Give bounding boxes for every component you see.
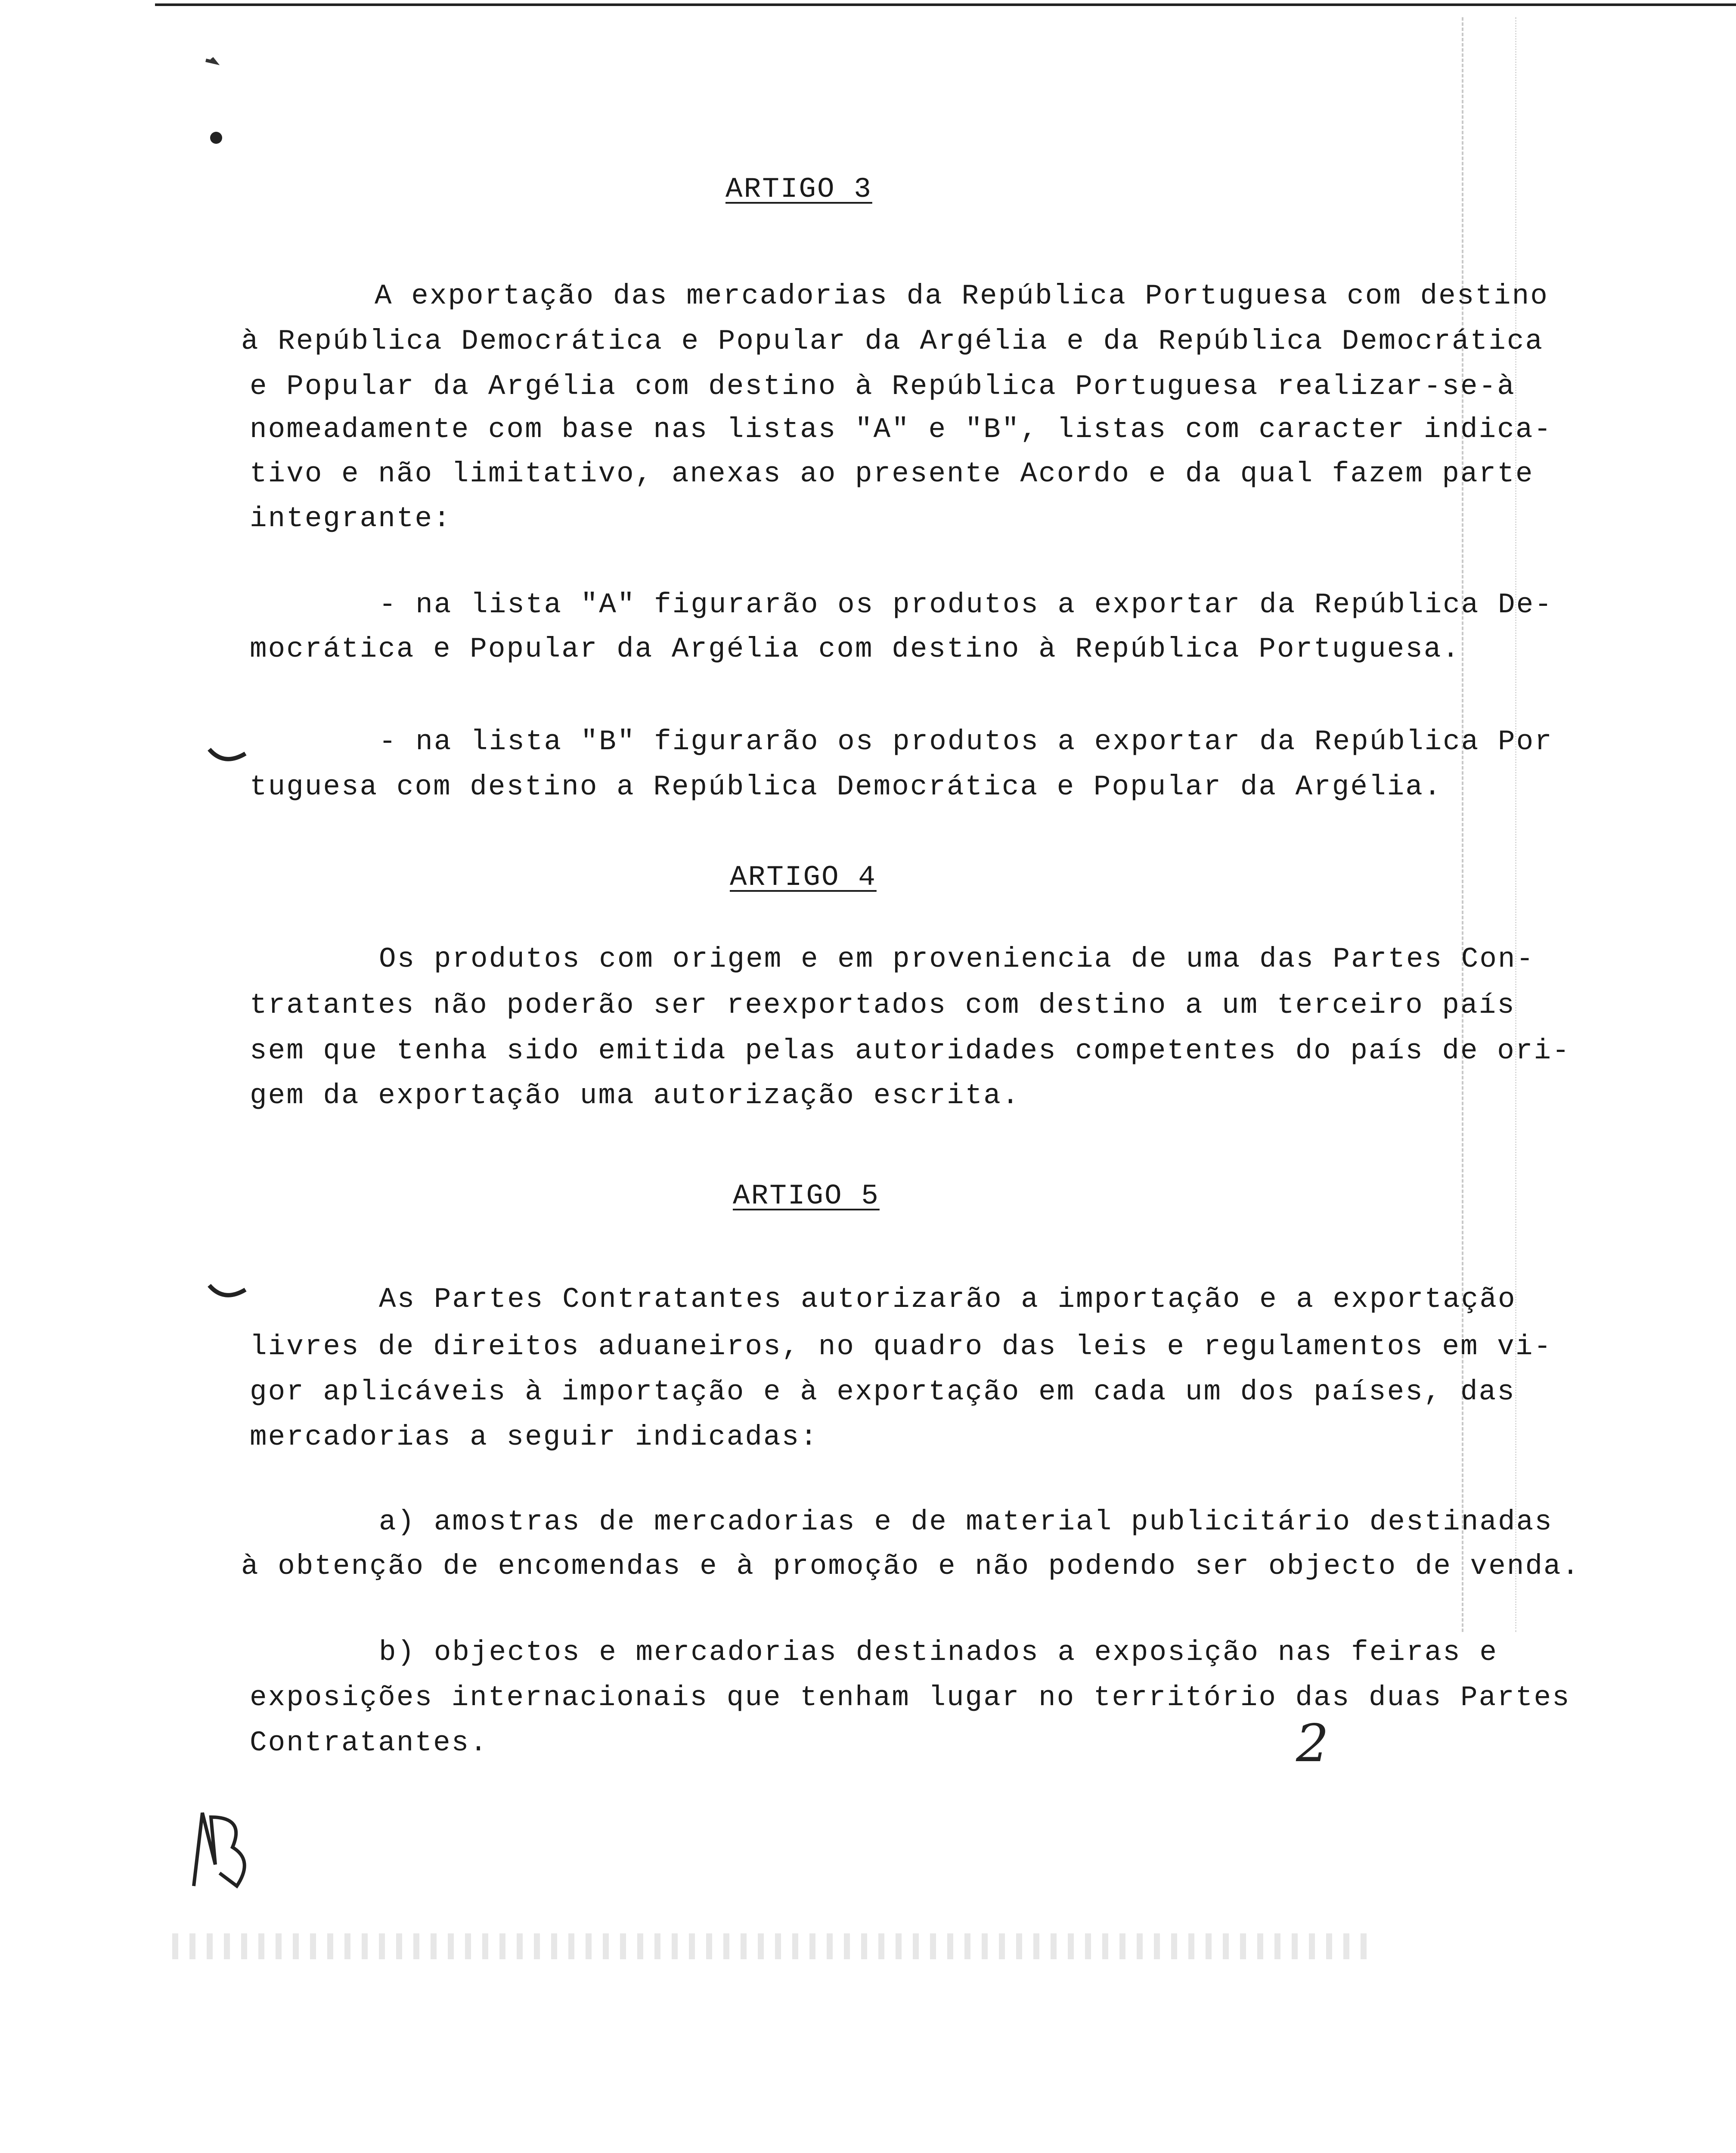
article-4-line-2: tratantes não poderão ser reexportados com destino a um terceiro país bbox=[250, 989, 1516, 1021]
scan-noise-artifact bbox=[172, 1933, 1378, 1959]
article-5-item-a-line-1: a) amostras de mercadorias e de material publicitário destinadas bbox=[379, 1506, 1553, 1538]
article-3-line-4: nomeadamente com base nas listas "A" e "B", listas com caracter indica- bbox=[250, 413, 1553, 446]
article-5-item-b-line-3: Contratantes. bbox=[250, 1727, 488, 1759]
article-4-line-3: sem que tenha sido emitida pelas autoridades competentes do país de ori- bbox=[250, 1035, 1571, 1067]
article-5-item-b-line-1: b) objectos e mercadorias destinados a exposição nas feiras e bbox=[379, 1636, 1498, 1669]
article-5-item-a-line-2: à obtenção de encomendas e à promoção e não podendo ser objecto de venda. bbox=[241, 1550, 1581, 1582]
article-3-line-3: e Popular da Argélia com destino à República Portuguesa realizar-se-à bbox=[250, 370, 1516, 403]
article-3-line-1: A exportação das mercadorias da República Portuguesa com destino bbox=[375, 280, 1549, 312]
article-4-heading: ARTIGO 4 bbox=[730, 861, 877, 893]
article-3-item-a-line-2: mocrática e Popular da Argélia com destino à República Portuguesa. bbox=[250, 633, 1461, 665]
article-5-line-4: mercadorias a seguir indicadas: bbox=[250, 1421, 818, 1453]
initials-signature-icon bbox=[185, 1800, 263, 1899]
article-4-line-1: Os produtos com origem e em proveniencia de uma das Partes Con- bbox=[379, 943, 1535, 975]
article-3-line-6: integrante: bbox=[250, 503, 452, 535]
article-5-heading: ARTIGO 5 bbox=[733, 1180, 880, 1212]
article-5-item-b-line-2: exposições internacionais que tenham lugar no território das duas Partes bbox=[250, 1681, 1571, 1714]
article-3-item-b-line-2: tuguesa com destino a República Democrática e Popular da Argélia. bbox=[250, 771, 1442, 803]
article-4-line-4: gem da exportação uma autorização escrita. bbox=[250, 1080, 1020, 1112]
punch-mark-icon bbox=[202, 52, 228, 164]
margin-check-mark-icon bbox=[207, 1281, 250, 1307]
article-3-line-2: à República Democrática e Popular da Argélia e da República Democrática bbox=[241, 325, 1544, 357]
article-5-line-1: As Partes Contratantes autorizarão a importação e a exportação bbox=[379, 1283, 1516, 1315]
article-3-line-5: tivo e não limitativo, anexas ao presente Acordo e da qual fazem parte bbox=[250, 458, 1534, 490]
article-5-line-2: livres de direitos aduaneiros, no quadro das leis e regulamentos em vi- bbox=[250, 1331, 1553, 1363]
handwritten-page-number: 2 bbox=[1296, 1714, 1329, 1774]
article-3-item-b-line-1: - na lista "B" figurarão os produtos a exportar da República Por bbox=[379, 726, 1553, 758]
article-3-heading: ARTIGO 3 bbox=[725, 173, 872, 205]
article-5-line-3: gor aplicáveis à importação e à exportação em cada um dos países, das bbox=[250, 1376, 1516, 1408]
article-3-item-a-line-1: - na lista "A" figurarão os produtos a exportar da República De- bbox=[379, 589, 1553, 621]
margin-check-mark-icon bbox=[207, 745, 250, 771]
